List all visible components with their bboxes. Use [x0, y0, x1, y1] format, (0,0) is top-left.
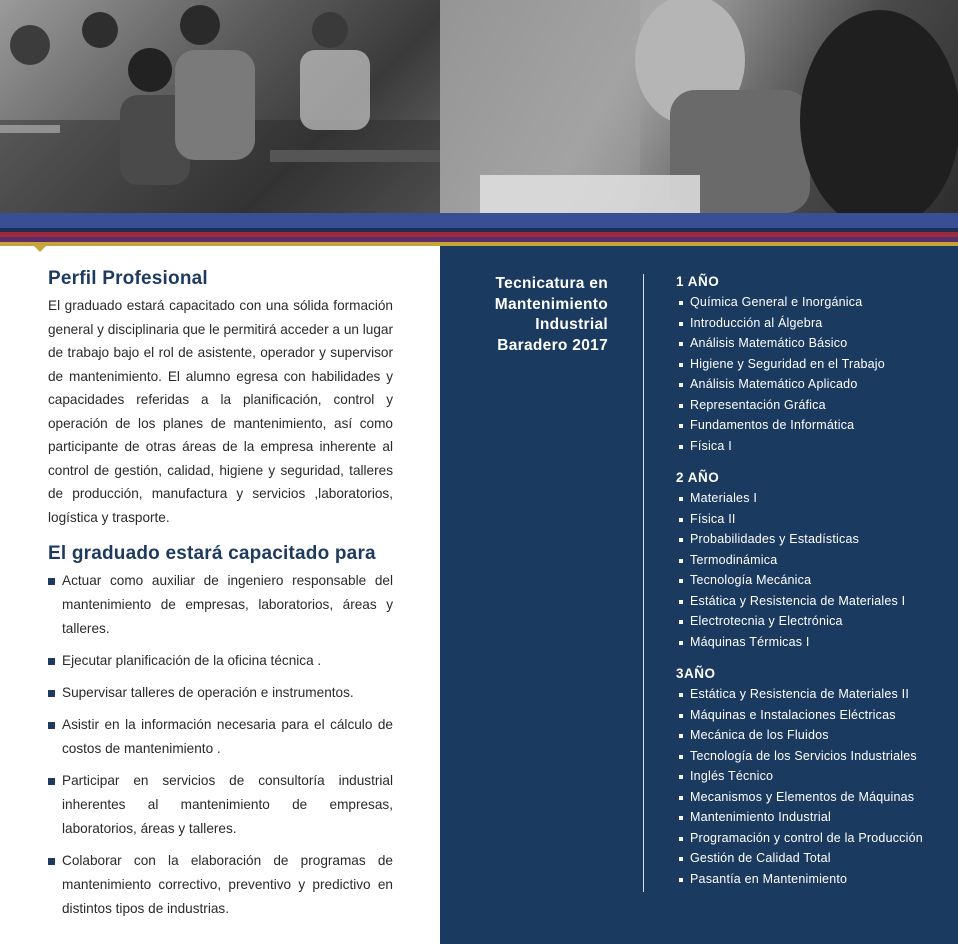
year-heading: 3AÑO	[676, 666, 716, 681]
capability-item: Asistir en la información necesaria para el cálculo de costos de mantenimiento .	[48, 713, 393, 761]
square-bullet-icon	[679, 363, 683, 367]
capability-item: Colaborar con la elaboración de programas de mantenimiento correctivo, preventivo y predictivo en distintos tipos de industrias.	[48, 849, 393, 921]
square-bullet-icon	[48, 722, 55, 729]
square-bullet-icon	[679, 878, 683, 882]
square-bullet-icon	[679, 641, 683, 645]
capability-item: Actuar como auxiliar de ingeniero responsable del mantenimiento de empresas, laboratorios, áreas y talleres.	[48, 569, 393, 641]
subject-item: Máquinas e Instalaciones Eléctricas	[676, 705, 956, 726]
subject-item: Pasantía en Mantenimiento	[676, 869, 956, 890]
square-bullet-icon	[679, 857, 683, 861]
classroom-photo-shapes	[0, 0, 440, 213]
stripe-notch	[34, 246, 46, 252]
square-bullet-icon	[679, 734, 683, 738]
square-bullet-icon	[679, 620, 683, 624]
square-bullet-icon	[679, 383, 683, 387]
subject-item: Mantenimiento Industrial	[676, 807, 956, 828]
year-heading: 2 AÑO	[676, 470, 720, 485]
square-bullet-icon	[679, 424, 683, 428]
year-heading: 1 AÑO	[676, 274, 720, 289]
stripe-blue	[0, 213, 958, 228]
square-bullet-icon	[679, 342, 683, 346]
subject-item: Higiene y Seguridad en el Trabajo	[676, 354, 956, 375]
square-bullet-icon	[679, 445, 683, 449]
square-bullet-icon	[48, 578, 55, 585]
square-bullet-icon	[679, 538, 683, 542]
student-writing-photo	[440, 0, 958, 213]
subject-item: Materiales I	[676, 488, 956, 509]
subject-item: Probabilidades y Estadísticas	[676, 529, 956, 550]
capability-item: Ejecutar planificación de la oficina técnica .	[48, 649, 393, 673]
square-bullet-icon	[48, 858, 55, 865]
subject-item: Programación y control de la Producción	[676, 828, 956, 849]
square-bullet-icon	[679, 404, 683, 408]
capabilities-title: El graduado estará capacitado para	[48, 543, 376, 564]
capability-item: Participar en servicios de consultoría industrial inherentes al mantenimiento de empresas, laboratorios, áreas y talleres.	[48, 769, 393, 841]
square-bullet-icon	[679, 579, 683, 583]
square-bullet-icon	[679, 837, 683, 841]
program-title	[448, 274, 608, 356]
program-title-line: Baradero 2017	[497, 336, 608, 354]
subject-item: Química General e Inorgánica	[676, 292, 956, 313]
square-bullet-icon	[679, 497, 683, 501]
subject-item: Estática y Resistencia de Materiales II	[676, 684, 956, 705]
subject-item: Gestión de Calidad Total	[676, 848, 956, 869]
profile-paragraph: El graduado estará capacitado con una sólida formación general y disciplinaria que le permitirá acceder a un lugar de trabajo bajo el rol de asistente, operador y supervisor de mantenimiento. El alumno egresa con habilidades y capacidades referidas a la planificación, control y operación de los planes de mantenimiento, así como participante de otras áreas de la empresa inherente al control de gestión, calidad, higiene y seguridad, talleres de producción, manufactura y servicios ,laboratorios, logística y trasporte.	[48, 298, 393, 525]
square-bullet-icon	[679, 301, 683, 305]
program-title-line: Tecnicatura en	[495, 275, 608, 292]
subject-item: Tecnología de los Servicios Industriales	[676, 746, 956, 767]
subject-item: Mecanismos y Elementos de Máquinas	[676, 787, 956, 808]
year-block-3	[676, 666, 956, 889]
subject-item: Electrotecnia y Electrónica	[676, 611, 956, 632]
square-bullet-icon	[679, 755, 683, 759]
year-block-1	[676, 274, 956, 456]
panel-divider	[643, 274, 644, 892]
square-bullet-icon	[679, 322, 683, 326]
classroom-photo	[0, 0, 440, 213]
subject-item: Análisis Matemático Básico	[676, 333, 956, 354]
capabilities-list	[48, 569, 393, 921]
subject-item: Análisis Matemático Aplicado	[676, 374, 956, 395]
subject-item: Estática y Resistencia de Materiales I	[676, 591, 956, 612]
year-block-2	[676, 470, 956, 652]
curriculum	[676, 274, 956, 903]
subject-item: Representación Gráfica	[676, 395, 956, 416]
program-title-line: Mantenimiento	[494, 295, 608, 313]
subject-item: Mecánica de los Fluidos	[676, 725, 956, 746]
left-column	[48, 268, 393, 929]
square-bullet-icon	[679, 518, 683, 522]
square-bullet-icon	[48, 658, 55, 665]
student-writing-photo-shapes	[440, 0, 958, 213]
square-bullet-icon	[679, 693, 683, 697]
subject-item: Física II	[676, 509, 956, 530]
program-panel	[440, 246, 958, 944]
subject-item: Introducción al Álgebra	[676, 313, 956, 334]
square-bullet-icon	[48, 778, 55, 785]
subject-item: Tecnología Mecánica	[676, 570, 956, 591]
profile-title: Perfil Profesional	[48, 268, 208, 289]
subject-item: Fundamentos de Informática	[676, 415, 956, 436]
square-bullet-icon	[679, 816, 683, 820]
subject-item: Termodinámica	[676, 550, 956, 571]
square-bullet-icon	[679, 714, 683, 718]
square-bullet-icon	[48, 690, 55, 697]
subject-item: Física I	[676, 436, 956, 457]
square-bullet-icon	[679, 600, 683, 604]
program-title-line: Industrial	[535, 316, 608, 333]
capability-item: Supervisar talleres de operación e instrumentos.	[48, 681, 393, 705]
square-bullet-icon	[679, 775, 683, 779]
subject-item: Inglés Técnico	[676, 766, 956, 787]
square-bullet-icon	[679, 796, 683, 800]
subject-item: Máquinas Térmicas I	[676, 632, 956, 653]
square-bullet-icon	[679, 559, 683, 563]
